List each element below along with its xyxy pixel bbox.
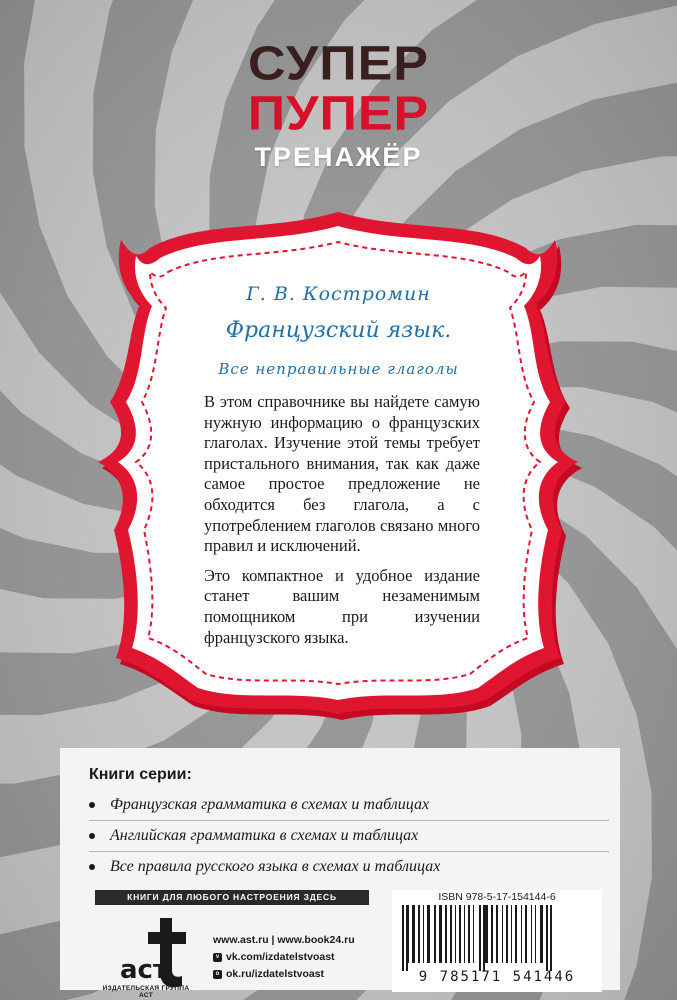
series-book-title: Французская грамматика в схемах и таблицах: [110, 796, 430, 813]
barcode-bar: [531, 905, 532, 963]
barcode-bar: [473, 905, 474, 963]
barcode-bar: [455, 905, 456, 963]
barcode-bar: [540, 905, 543, 963]
book-author: Г. В. Костромин: [246, 283, 431, 305]
barcode-bar: [439, 905, 442, 963]
barcode-bar: [550, 905, 552, 971]
divider: [89, 851, 609, 852]
logo-text: аст: [120, 955, 169, 985]
series-title-line1: СУПЕР: [248, 37, 429, 91]
isbn-label: ISBN 978-5-17-154144-6: [438, 891, 556, 903]
barcode-bar: [418, 905, 420, 963]
series-title-line3: ТРЕНАЖЁР: [254, 142, 423, 172]
barcode-bar: [479, 905, 481, 971]
list-item: [89, 825, 649, 856]
barcode-bar: [546, 905, 548, 971]
vk-link[interactable]: [213, 949, 355, 966]
divider: [89, 820, 609, 821]
ok-text: ok.ru/izdatelstvoast: [226, 968, 325, 980]
list-item: [89, 794, 649, 825]
ok-icon: o: [213, 970, 222, 979]
book-description: [204, 392, 480, 657]
barcode-bar: [459, 905, 461, 963]
series-books-list: [89, 794, 649, 887]
vk-icon: v: [213, 953, 222, 962]
barcode-bar: [535, 905, 536, 963]
book-subtitle: Все неправильные глаголы: [218, 360, 459, 378]
barcode-bar: [464, 905, 465, 963]
ast-logo-icon: [118, 912, 193, 992]
barcode-bar: [412, 905, 415, 963]
publisher-slogan: КНИГИ ДЛЯ ЛЮБОГО НАСТРОЕНИЯ ЗДЕСЬ: [95, 890, 369, 905]
vk-text: vk.com/izdatelstvoast: [226, 951, 335, 963]
barcode-bar: [515, 905, 517, 963]
barcode-bar: [506, 905, 508, 963]
ok-link[interactable]: [213, 966, 355, 983]
barcode-bar: [521, 905, 522, 963]
series-book-title: Английская грамматика в схемах и таблицах: [110, 827, 419, 844]
barcode-bar: [511, 905, 512, 963]
websites-link[interactable]: [213, 932, 355, 949]
series-book-title: Все правила русского языка в схемах и таблицах: [110, 858, 441, 875]
barcode-bar: [491, 905, 493, 963]
description-paragraph: В этом справочнике вы найдете самую нужную информацию о французских глаголах. Изучение этой темы требует пристального внимания, так как даже самое простое предложение не обходится без глагола, а с употреблением глаголов связано много правил и исключений.: [204, 392, 480, 556]
barcode-bar: [468, 905, 470, 963]
barcode-bar: [408, 905, 409, 963]
series-books-heading: Книги серии:: [89, 766, 192, 783]
isbn-block: [392, 890, 602, 992]
barcode-bar: [483, 905, 485, 971]
logo-caption: ИЗДАТЕЛЬСКАЯ ГРУППА АСТ: [102, 985, 190, 999]
publisher-links: [213, 932, 355, 983]
barcode-digits: 9 785171 541446: [418, 969, 576, 985]
websites-text: www.ast.ru | www.book24.ru: [213, 934, 355, 946]
barcode-bar: [445, 905, 447, 963]
barcode-bar: [434, 905, 436, 963]
description-paragraph: Это компактное и удобное издание станет вашим незаменимым помощником при изучении французского языка.: [204, 565, 480, 647]
barcode-bar: [402, 905, 404, 971]
barcode-bar: [423, 905, 424, 963]
barcode-bar: [450, 905, 452, 963]
bullet-icon: [89, 864, 95, 870]
barcode-bar: [502, 905, 503, 963]
barcode-bar: [525, 905, 527, 963]
bullet-icon: [89, 833, 95, 839]
barcode-bar: [496, 905, 498, 963]
book-title: Французский язык.: [225, 318, 452, 343]
list-item: [89, 856, 649, 887]
barcode-bar: [406, 905, 408, 971]
barcode-bar: [485, 905, 488, 963]
barcode-bar: [427, 905, 430, 963]
bullet-icon: [89, 802, 95, 808]
barcode-icon: [396, 905, 598, 975]
series-title-line2: ПУПЕР: [247, 87, 430, 141]
